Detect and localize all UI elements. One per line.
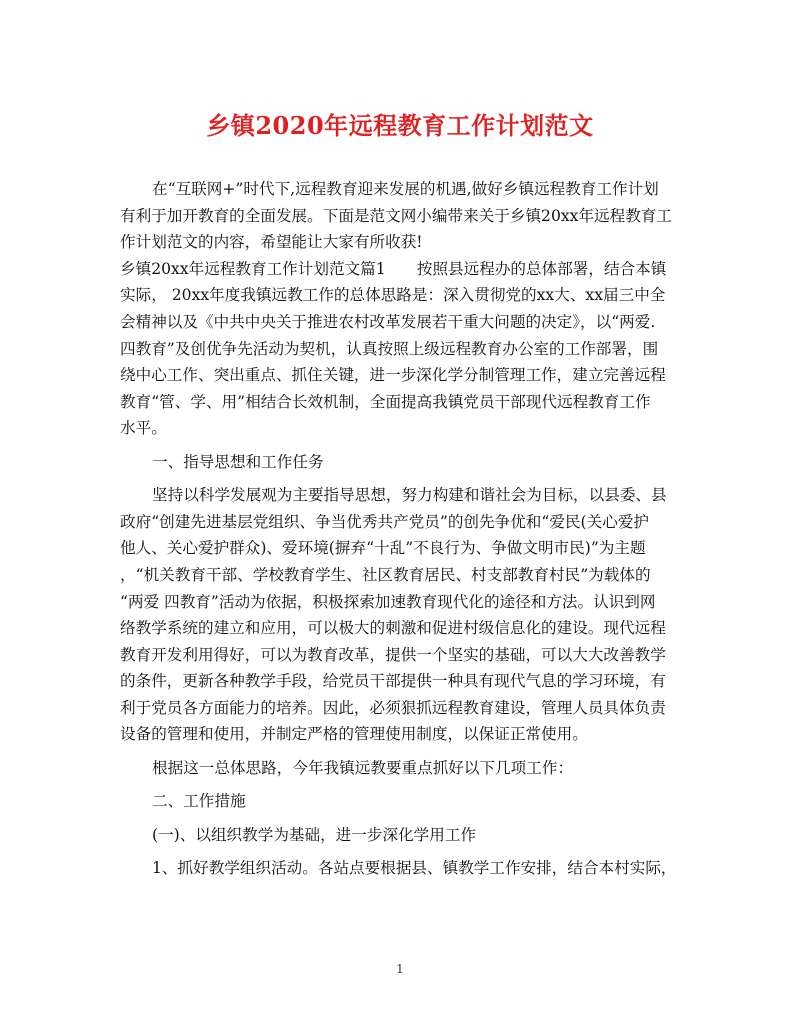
body-line: 乡镇20xx年远程教育工作计划范文篇1 按照县远程办的总体部署，结合本镇 — [120, 259, 667, 278]
subsection-heading: (一)、以组织教学为基础，进一步深化学用工作 — [152, 825, 477, 844]
body-line: 水平。 — [120, 419, 167, 438]
body-line: 设备的管理和使用，并制定严格的管理使用制度，以保证正常使用。 — [120, 725, 588, 744]
body-line: 坚持以科学发展观为主要指导思想，努力构建和谐社会为目标，以县委、县 — [152, 486, 667, 505]
body-line: 作计划范文的内容，希望能让大家有所收获! — [120, 233, 423, 252]
body-line: 有利于加开教育的全面发展。下面是范文网小编带来关于乡镇20xx年远程教育工 — [120, 206, 673, 225]
body-line: 1、抓好教学组织活动。各站点要根据县、镇教学工作安排，结合本村实际， — [152, 859, 677, 878]
section-heading: 二、工作措施 — [152, 792, 246, 811]
body-line: 绕中心工作、突出重点、抓住关键，进一步深化学分制管理工作，建立完善远程 — [120, 366, 666, 385]
document-body — [120, 176, 682, 882]
body-line: 实际， 20xx年度我镇远教工作的总体思路是：深入贯彻党的xx大、xx届三中全 — [120, 286, 666, 305]
body-line: 会精神以及《中共中央关于推进农村改革发展若干重大问题的决定》，以“两爱. — [120, 312, 656, 331]
body-line: 利于党员各方面能力的培养。因此，必须狠抓远程教育建设，管理人员具体负责 — [120, 698, 666, 717]
body-line: “两爱 四教育”活动为依据，积极探索加速教育现代化的途径和方法。认识到网 — [120, 592, 656, 611]
body-line: ，“机关教育干部、学校教育学生、社区教育居民、村支部教育村民”为载体的 — [120, 565, 651, 584]
body-line: 政府“创建先进基层党组织、争当优秀共产党员”的创先争优和“爱民(关心爱护 — [120, 512, 650, 531]
section-heading: 一、指导思想和工作任务 — [152, 452, 324, 471]
body-line: 络教学系统的建立和应用，可以极大的刺激和促进村级信息化的建设。现代远程 — [120, 619, 666, 638]
page-number: 1 — [396, 962, 404, 976]
body-line: 他人、关心爱护群众)、爱环境(摒弃“十乱”不良行为、争做文明市民)”为主题 — [120, 539, 646, 558]
body-line: 的条件，更新各种教学手段，给党员干部提供一种具有现代气息的学习环境，有 — [120, 672, 666, 691]
body-line: 根据这一总体思路，今年我镇远教要重点抓好以下几项工作： — [152, 758, 574, 777]
body-line: 教育“管、学、用”相结合长效机制，全面提高我镇党员干部现代远程教育工作 — [120, 392, 651, 411]
document-title: 乡镇2020年远程教育工作计划范文 — [206, 111, 594, 140]
body-line: 教育开发利用得好，可以为教育改革，提供一个坚实的基础，可以大大改善教学 — [120, 645, 666, 664]
body-line: 四教育”及创优争先活动为契机，认真按照上级远程教育办公室的工作部署，围 — [120, 339, 659, 358]
body-line: 在“互联网+”时代下,远程教育迎来发展的机遇,做好乡镇远程教育工作计划 — [152, 180, 659, 198]
